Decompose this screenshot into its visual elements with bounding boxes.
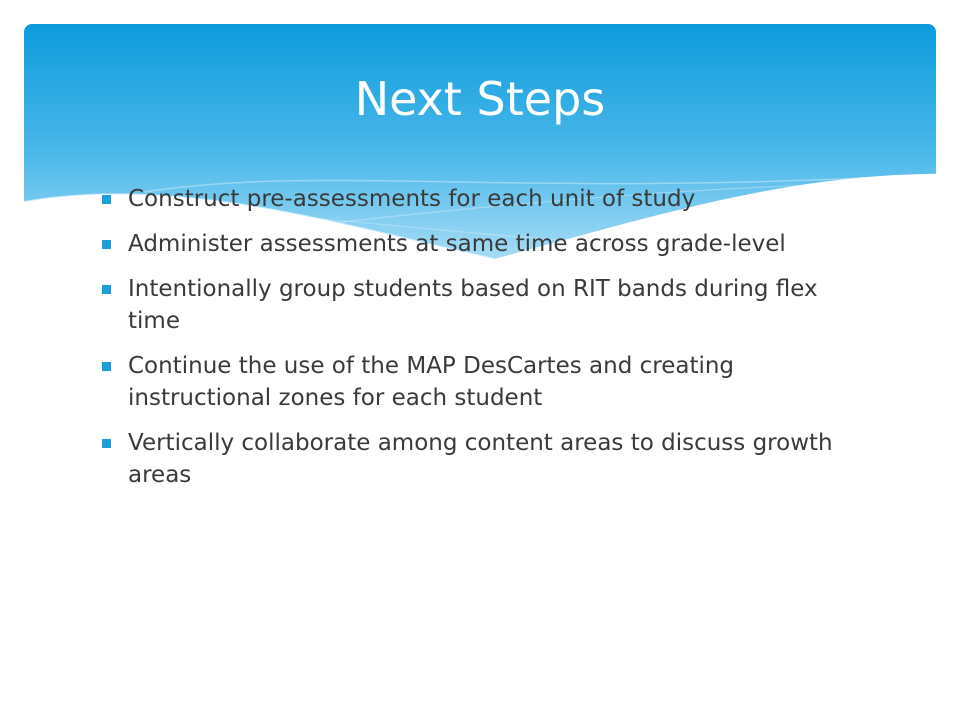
square-bullet-icon [102,195,111,204]
bullet-item [96,183,856,215]
bullet-item [96,228,856,260]
bullet-list [96,183,856,504]
bullet-item [96,427,856,491]
bullet-text: Intentionally group students based on RIT bands during flex time [128,276,818,334]
bullet-text: Vertically collaborate among content areas to discuss growth areas [128,430,833,488]
slide-title: Next Steps [354,72,606,126]
bullet-text: Construct pre-assessments for each unit of study [128,186,696,212]
square-bullet-icon [102,285,111,294]
bullet-item [96,273,856,337]
bullet-text: Administer assessments at same time across grade-level [128,231,786,257]
square-bullet-icon [102,439,111,448]
square-bullet-icon [102,240,111,249]
bullet-text: Continue the use of the MAP DesCartes and creating instructional zones for each student [128,353,735,411]
bullet-item [96,350,856,414]
square-bullet-icon [102,362,111,371]
